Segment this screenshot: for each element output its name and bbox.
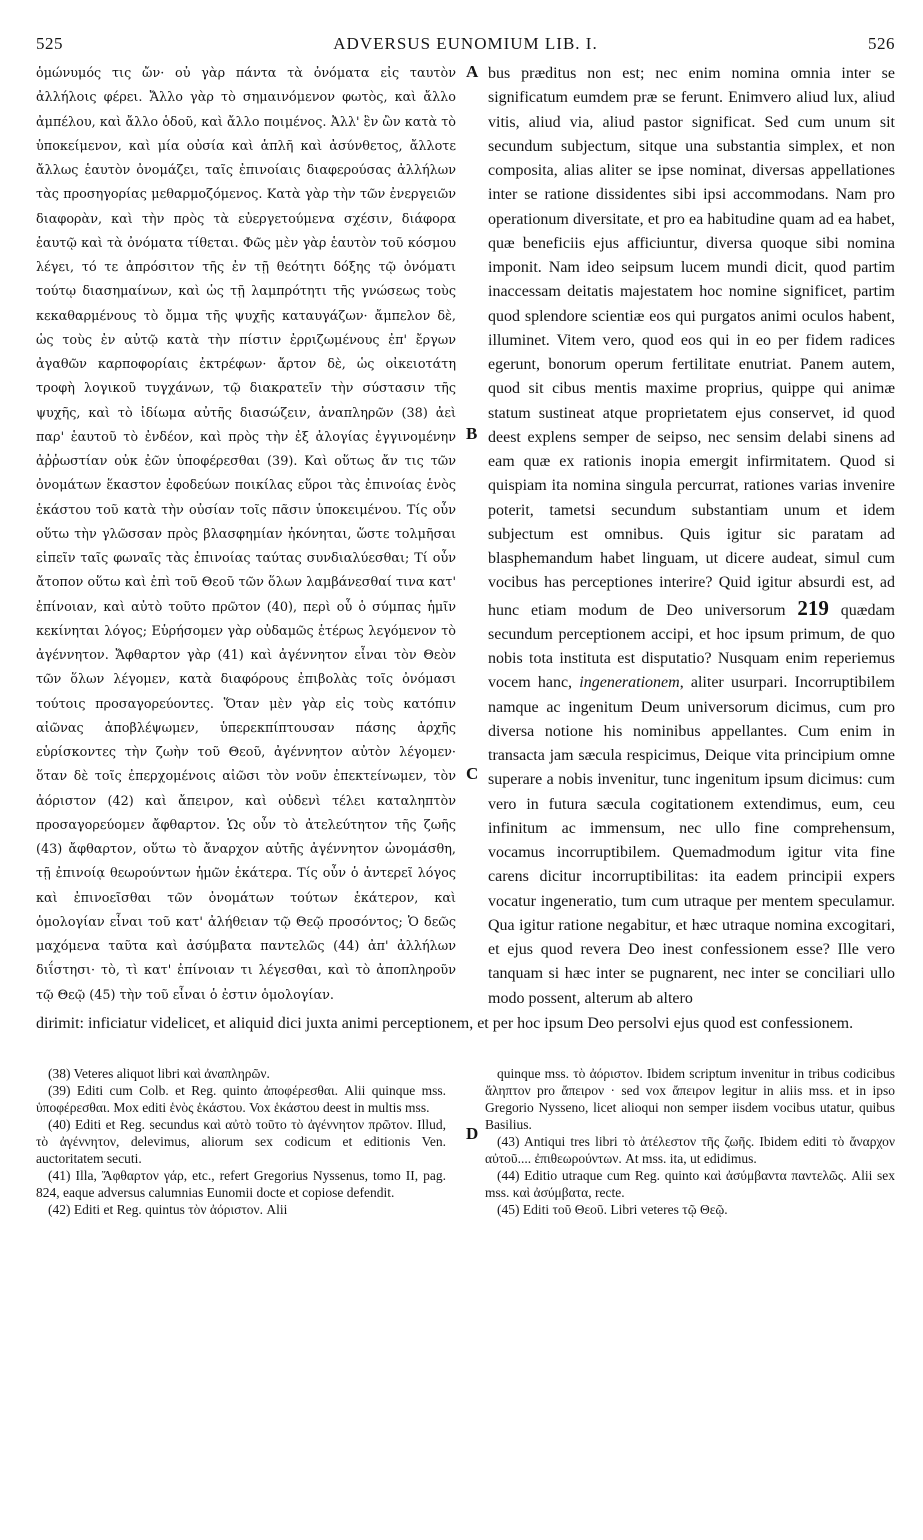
greek-text-column: ὁμώνυμός τις ὤν· οὐ γὰρ πάντα τὰ ὀνόματα εἰς ταυτὸν ἀλλήλοις φέρει. Ἄλλο γὰρ τὸ σημαινόμενον φωτὸς, καὶ ἄλλο ἀμπέλου, καὶ ἄλλο ὁδοῦ, καὶ ἄλλο ποιμένος. Ἀλλ' ἓν ὢν κατὰ τὸ ὑποκείμενον, καὶ μία οὐσία καὶ ἁπλῆ καὶ ἀσύνθετος, ἄλλοτε ἄλλως ἑαυτὸν ὀνομάζει, ταῖς ἐπινοίαις διαφερούσας ἀλλήλων τὰς προσηγορίας μεθαρμοζόμενος. Κατὰ γὰρ τὴν τῶν ἐνεργειῶν διαφορὰν, καὶ τὴν πρὸς τὰ εὐεργετούμενα σχέσιν, διάφορα ἑαυτῷ καὶ τὰ ὀνόματα τίθεται. Φῶς μὲν γὰρ ἑαυτὸν τοῦ κόσμου λέγει, τό τε ἀπρόσιτον τῆς ἐν τῇ θεότητι δόξης τῷ ὀνόματι τούτῳ διασημαίνων, καὶ ὡς τῇ λαμπρότητι τῆς γνώσεως τοὺς κεκαθαρμένους τὸ ὄμμα τῆς ψυχῆς καταυγάζων· ἄμπελον δὲ, ὡς τοὺς ἐν αὐτῷ κατὰ τὴν πίστιν ἐρριζωμένους ἐπ' ἔργων ἀγαθῶν καρποφορίαις ἐκτρέφων· ἄρτον δὲ, ὡς οἰκειοτάτη τροφὴ λογικοῦ τυγχάνων, τῷ διακρατεῖν τὴν σύστασιν τῆς ψυχῆς, καὶ τὸ ἰδίωμα αὐτῆς διασώζειν, ἀναπληρῶν (38) ἀεὶ παρ' ἑαυτοῦ τὸ ἐνδέον, καὶ πρὸς τὴν ἐξ ἀλογίας ἐγγινομένην ἀῤῥωστίαν οὐκ ἐῶν ὑποφέρεσθαι (39). Καὶ οὕτως ἄν τις τῶν ὀνομάτων ἕκαστον ἐφοδεύων ποικίλας εὕροι τὰς ἐπινοίας ἑνὸς ἑκάστου τοῦ κατὰ τὴν οὐσίαν τοῖς πᾶσιν ὑποκειμένου. Τίς οὖν οὕτω τὴν γλῶσσαν πρὸς βλασφημίαν ἠκόνηται, ὥστε τολμῆσαι εἰπεῖν ταῖς φωναῖς τὰς ἐπινοίας ταύτας συνδιαλύεσθαι; Τί οὖν ἄτοπον οὕτω καὶ ἐπὶ τοῦ Θεοῦ τῶν ὅλων λαμβάνεσθαί τινα κατ' ἐπίνοιαν, καὶ αὐτὸ τοῦτο πρῶτον (40), περὶ οὗ ὁ σύμπας ἡμῖν κεκίνηται λόγος; Εὑρήσομεν γὰρ οὐδαμῶς ἑτέρως λεγόμενον τὸ ἀγέννητον. Ἄφθαρτον γὰρ (41) καὶ ἀγέννητον εἶναι τὸν Θεὸν τῶν ὅλων λέγομεν, κατὰ διαφόρους ἐπιβολὰς τοῖς ὀνόμασι τούτοις προσαγορεύοντες. Ὅταν μὲν γὰρ εἰς τοὺς κατόπιν αἰῶνας ἀποβλέψωμεν, ὑπερεκπίπτουσαν πάσης ἀρχῆς εὑρίσκοντες τὴν ζωὴν τοῦ Θεοῦ, ἀγέννητον αὐτὸν λέγομεν· ὅταν δὲ τοῖς ἐπερχομένοις αἰῶσι τὸν νοῦν ἐπεκτείνωμεν, τὸν ἀόριστον (42) καὶ ἄπειρον, καὶ οὐδενὶ τέλει καταληπτὸν προσαγορεύομεν ἄφθαρτον. Ὡς οὖν τὸ ἀτελεύτητον τῆς ζωῆς (43) ἄφθαρτον, οὕτω τὸ ἄναρχον αὐτῆς ἀγέννητον ὠνομάσθη, τῇ ἐπινοίᾳ θεωρούντων ἡμῶν ἑκάτερα. Τίς οὖν ὁ ἀντερεῖ λόγος καὶ ἐπινοεῖσθαι τῶν ὀνομάτων τούτων ἑκάτερον, καὶ ὁμολογίαν εἶναι τοῦ κατ' ἀλήθειαν τῷ Θεῷ προσόντος; Ὁ δεῶς μαχόμενα ταῦτα καὶ ἀσύμβατα παντελῶς (44) ἀπ' ἀλλήλων διΐστησι· τὸ, τὶ κατ' ἐπίνοιαν τι λέγεσθαι, καὶ τὸ ἀποπληροῦν τῷ Θεῷ (45) τὴν τοῦ εἶναι ὁ ἐστιν ὁμολογίαν.	[36, 66, 456, 1003]
running-header	[36, 34, 895, 54]
margin-letter-a: A	[466, 62, 479, 81]
column-number-219: 219	[797, 595, 829, 620]
latin-italic-word: ingenerationem	[579, 674, 680, 692]
footnotes-left-column	[36, 1065, 446, 1218]
footnote-41: (41) Illa, Ἄφθαρτον γάρ, etc., refert Gregorius Nyssenus, tomo II, pag. 824, eaque adversus calumnias Eunomii docte et copiose defendit.	[36, 1167, 446, 1200]
latin-text-part-1: bus præditus non est; nec enim nomina omnia inter se significatum eumdem præ se ferunt. Enimvero aliud lux, aliud vitis, aliud via, aliud pastor significat. Sed cum unum sit secundum subjectum, sitque una substantia simplex, et non composita, alias aliter se ipse nominat, diversas appellationes inter se ratione dissidentes sibi ipsi accommodans. Nam pro operationum diversitate, et pro ea habitudine quam ad ea habet, quæ beneficiis ejus afficiuntur, diversa quoque sibi nomina imponit. Nam ideo seipsum lucem mundi dicit, quod partim inaccessam deitatis majestatem hoc nomine significet, partim quod splendore scientiæ eos qui purgatos animi oculos habent, illuminet. Vitem vero, quod eos qui in eo per fidem radices egerunt, bonorum operum fertilitate enutriat. Panem autem, quod sit cibus mentis maxime proprius, quippe qui animæ statum sustineat atque proprietatem ejus conservet, id quod deest explens semper de seipso, nec sensim delabi sinens ad eam quæ ex rationis inopia emergit infirmitatem. Quod si quispiam ita nomina singula percurrat, rationes varias invenire poterit, tametsi secundum substantiam unum et idem subjectum est omnibus. Quis igitur sic paratam ad blasphemandum habet linguam, ut dicere audeat, simul cum vocibus has perceptiones interire? Quid igitur absurdi est, ad hunc etiam modum de Deo universorum	[488, 65, 895, 619]
margin-letter-b: B	[466, 424, 478, 443]
section-markers	[456, 62, 488, 1143]
latin-continuation: dirimit: inficiatur videlicet, et aliquid dici juxta animi perceptionem, et per hoc ipsum Deo persolvi ejus quod est confessionem.	[36, 1014, 854, 1032]
margin-letter-d: D	[466, 1124, 479, 1143]
footnote-39: (39) Editi cum Colb. et Reg. quinto ἀποφέρεσθαι. Alii quinque mss. ὑποφέρεσθαι. Mox editi ἑνὸς ἑκάστου. Vox ἑκάστου deest in multis mss.	[36, 1082, 446, 1115]
footnote-38: (38) Veteres aliquot libri καὶ ἀναπληρῶν.	[48, 1065, 270, 1081]
running-title: ADVERSUS EUNOMIUM LIB. I.	[333, 34, 598, 53]
footnotes-right-column	[485, 1065, 895, 1218]
margin-letter-c: C	[466, 764, 479, 783]
latin-text-column	[488, 62, 895, 1011]
footnote-45: (45) Editi τοῦ Θεοῦ. Libri veteres τῷ Θεῷ.	[497, 1201, 728, 1217]
footnote-42-continued: quinque mss. τὸ ἀόριστον. Ibidem scriptum invenitur in tribus codicibus ἄληπτον pro ἄπειρον · sed vox ἄπειρον legitur in aliis mss. et in ipso Gregorio Nysseno, licet alioqui non semper iisdem vocibus utatur, quibus Basilius.	[485, 1065, 895, 1132]
latin-text-part-2: quædam secundum perceptionem accipi, et hoc ipsum primum, de quo nobis tota instituta est disputatio? Nusquam enim reperiemus vocem hanc,	[488, 601, 895, 692]
footnote-44: (44) Editio utraque cum Reg. quinto καὶ ἀσύμβαντα παντελῶς. Alii sex mss. καὶ ἀσύμβατα, recte.	[485, 1167, 895, 1200]
footnote-43: (43) Antiqui tres libri τὸ ἀτέλεστον τῆς ζωῆς. Ibidem editi τὸ ἄναρχον αὐτοῦ.... ἐπιθεωρούντων. At mss. ita, ut edidimus.	[485, 1133, 895, 1166]
footnote-42: (42) Editi et Reg. quintus τὸν ἀόριστον. Alii	[48, 1201, 288, 1217]
right-column-number: 526	[867, 34, 895, 53]
latin-text-part-3: , aliter usurpari. Incorruptibilem namque ac ingenitum Deum universorum dicimus, cum pro diversa notione his nominibus appellantes. Cum enim in transacta jam sæcula respicimus, Deique vita principium omne superare a nobis invenitur, tunc ingenitum ipsum dicimus: cum vero in futura sæcula cogitationem extendimus, eum, ceu infinitum ac immensum, nec ullo fine comprehensum, vocamus incorruptibilem. Quemadmodum igitur vita fine carens dicitur incorruptibilitas: ita eadem principii expers vocatur ingeneratio, tum cum utraque per mentem speculamur. Qua igitur ratione negabitur, et hæc utraque nomina excogitari, et ejus quod revera Deo inest confessionem esse? Ille vero tanquam si hæc inter se pugnarent, nec inter se conciliari ullo modo possent, alterum ab altero	[488, 674, 895, 1007]
left-column-number: 525	[36, 34, 63, 53]
footnote-40: (40) Editi et Reg. secundus καὶ αὐτὸ τοῦτο τὸ ἀγέννητον πρῶτον. Illud, τὸ ἀγέννητον, delevimus, aliorum sex codicum et editionis Ven. auctoritatem secuti.	[36, 1116, 446, 1166]
